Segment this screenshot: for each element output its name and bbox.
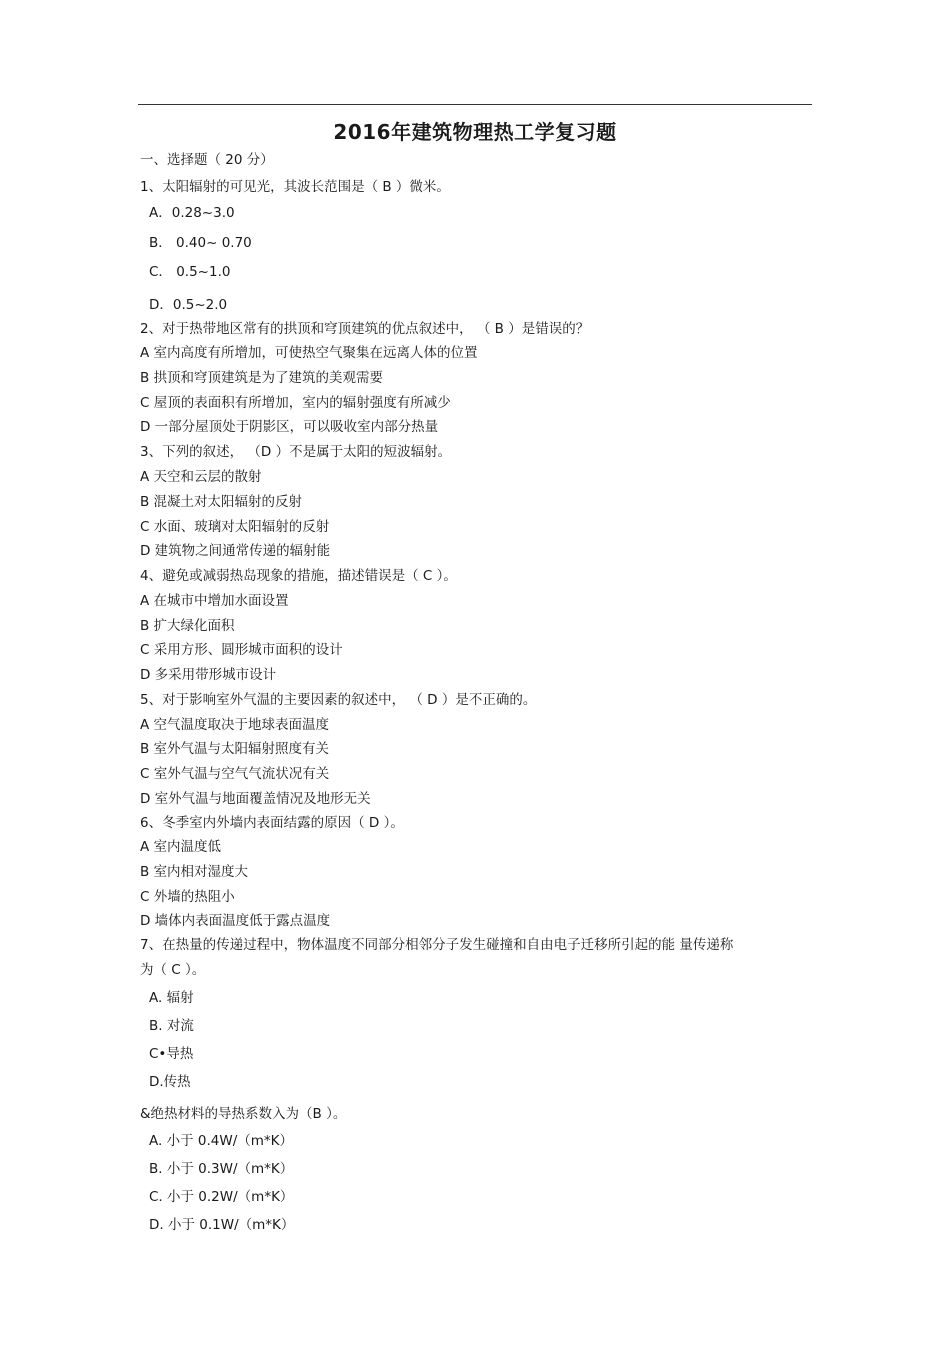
question-8-option-d: D. 小于 0.1W/（m*K） <box>149 1217 295 1233</box>
header-rule <box>138 104 812 105</box>
question-1-option-a: A．0.28~3.0 <box>149 205 235 221</box>
page-title: 2016年建筑物理热工学复习题 <box>333 120 617 144</box>
question-3-stem: 3、下列的叙述， （D ）不是属于太阳的短波辐射。 <box>140 444 452 460</box>
question-6-option-c: C 外墙的热阻小 <box>140 889 235 905</box>
question-6-option-a: A 室内温度低 <box>140 839 222 855</box>
question-8-option-b: B. 小于 0.3W/（m*K） <box>149 1161 294 1177</box>
question-8-option-c: C. 小于 0.2W/（m*K） <box>149 1189 294 1205</box>
question-2-option-d: D 一部分屋顶处于阴影区，可以吸收室内部分热量 <box>140 419 439 435</box>
question-2-option-c: C 屋顶的表面积有所增加，室内的辐射强度有所减少 <box>140 395 451 411</box>
question-5-option-d: D 室外气温与地面覆盖情况及地形无关 <box>140 791 371 807</box>
question-7-option-b: B. 对流 <box>149 1018 194 1034</box>
question-6-stem: 6、冬季室内外墙内表面结露的原因（ D ）。 <box>140 815 404 831</box>
question-7-stem: 7、在热量的传递过程中，物体温度不同部分相邻分子发生碰撞和自由电子迁移所引起的能 量传递称 <box>140 937 734 953</box>
question-5-stem: 5、对于影响室外气温的主要因素的叙述中， （ D ）是不正确的。 <box>140 692 537 708</box>
question-3-option-c: C 水面、玻璃对太阳辐射的反射 <box>140 519 330 535</box>
question-8-option-a: A. 小于 0.4W/（m*K） <box>149 1133 293 1149</box>
question-5-option-b: B 室外气温与太阳辐射照度有关 <box>140 741 330 757</box>
question-3-option-d: D 建筑物之间通常传递的辐射能 <box>140 543 331 559</box>
question-3-option-a: A 天空和云层的散射 <box>140 469 262 485</box>
question-2-stem: 2、对于热带地区常有的拱顶和穹顶建筑的优点叙述中， （ B ）是错误的？ <box>140 321 590 337</box>
question-2-option-b: B 拱顶和穹顶建筑是为了建筑的美观需要 <box>140 370 384 386</box>
section-heading: 一、选择题（ 20 分） <box>140 152 274 168</box>
question-4-option-c: C 采用方形、圆形城市面积的设计 <box>140 642 343 658</box>
question-7-option-d: D.传热 <box>149 1074 191 1090</box>
question-1-option-b: B． 0.40~ 0.70 <box>149 235 252 251</box>
question-6-option-b: B 室内相对湿度大 <box>140 864 249 880</box>
question-4-stem: 4、避免或减弱热岛现象的措施，描述错误是（ C ）。 <box>140 568 457 584</box>
question-7-stem-continued: 为（ C ）。 <box>140 962 206 978</box>
question-4-option-b: B 扩大绿化面积 <box>140 618 235 634</box>
question-7-option-a: A. 辐射 <box>149 990 194 1006</box>
question-5-option-c: C 室外气温与空气气流状况有关 <box>140 766 330 782</box>
question-4-option-a: A 在城市中增加水面设置 <box>140 593 289 609</box>
question-8-stem: &绝热材料的导热系数入为（B ）。 <box>140 1106 347 1122</box>
question-7-option-c: C•导热 <box>149 1046 194 1062</box>
question-2-option-a: A 室内高度有所增加，可使热空气聚集在远离人体的位置 <box>140 345 478 361</box>
question-3-option-b: B 混凝土对太阳辐射的反射 <box>140 494 303 510</box>
question-4-option-d: D 多采用带形城市设计 <box>140 667 277 683</box>
question-6-option-d: D 墙体内表面温度低于露点温度 <box>140 913 331 929</box>
question-1-stem: 1、太阳辐射的可见光，其波长范围是（ B ）微米。 <box>140 179 450 195</box>
question-1-option-d: D．0.5~2.0 <box>149 297 228 313</box>
question-1-option-c: C． 0.5~1.0 <box>149 264 231 280</box>
question-5-option-a: A 空气温度取决于地球表面温度 <box>140 717 330 733</box>
